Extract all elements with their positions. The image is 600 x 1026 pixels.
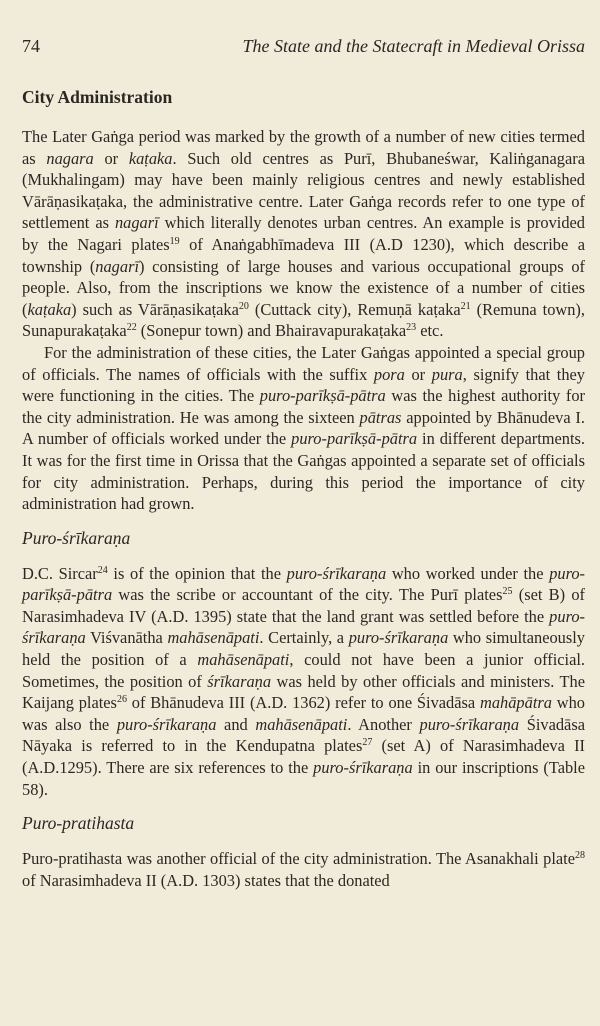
footnote-ref-28: 28 [575,850,585,862]
paragraph-block-1 [22,126,585,515]
footnote-ref-20: 20 [238,300,249,312]
running-header [22,36,585,64]
section-heading: City Administration [22,87,173,107]
running-title: The State and the Statecraft in Medieval Orissa [242,36,585,56]
footnote-ref-19: 19 [169,235,180,247]
footnote-ref-25: 25 [502,586,513,598]
paragraph-block-3 [22,848,585,891]
page-number: 74 [22,36,40,56]
footnote-ref-23: 23 [406,322,417,334]
footnote-ref-27: 27 [362,737,373,749]
footnote-ref-21: 21 [460,300,471,312]
footnote-ref-24: 24 [97,564,108,576]
paragraph-2: For the administration of these cities, the Later Gaṅgas appointed a special group of officials. The names of officials with the suffix pora or pura, signify that they were functioning in the cities. The puro-parīkṣā-pātra was the highest authority for the city administration. He was among the sixteen pātras appointed by Bhānudeva I. A number of officials worked under the puro-parīkṣā-pātra in different departments. It was for the first time in Orissa that the Gaṅgas appointed a separate set of officials for city administration. Perhaps, during this period the importance of city administration had grown. [22,342,586,514]
paragraph-1: The Later Gaṅga period was marked by the growth of a number of new cities termed as nagara or kaṭaka. Such old centres as Purī, Bhubaneśwar, Kaliṅganagara (Mukhalingam) may have been mainly religious centres and newly established Vārāṇasikaṭaka, the administrative centre. Later Gaṅga records refer to one type of settlement as nagarī which literally denotes urban centres. An example is provided by the Nagari plates$^{19}$ of Anaṅgabhīmadeva III (A.D 1230), which describe a township (nagarī) consisting of large houses and various occupational groups of people. Also, from the inscriptions we know the existence of a number of cities (kaṭaka) such as Vārāṇasikaṭaka$^{20}$ (Cuttack city), Remuṇā kaṭaka$^{21}$ (Remuna town), Sunapurakaṭaka$^{22}$ (Sonepur town) and Bhairavapurakaṭaka$^{23}$ etc. [22,127,585,341]
paragraph-4: Puro-pratihasta was another official of the city administration. The Asanakhali plate$^{28}$ of Narasimhadeva II (A.D. 1303) states that the donated [22,849,585,890]
footnote-ref-22: 22 [126,322,137,334]
paragraph-block-2 [22,563,585,801]
subsection-heading-1: Puro-śrīkaraṇa [22,527,131,548]
subsection-heading-2: Puro-pratihasta [22,813,135,834]
paragraph-3: D.C. Sircar$^{24}$ is of the opinion that the puro-śrīkaraṇa who worked under the puro-parīkṣā-pātra was the scribe or accountant of the city. The Purī plates$^{25}$ (set B) of Narasimhadeva IV (A.D. 1395) state that the land grant was settled before the puro-śrīkaraṇa Viśvanātha mahāsenāpati. Certainly, a puro-śrīkaraṇa who simultaneously held the position of a mahāsenāpati, could not have been a junior official. Sometimes, the position of śrīkaraṇa was held by other officials and ministers. The Kaijang plates$^{26}$ of Bhānudeva III (A.D. 1362) refer to one Śivadāsa mahāpātra who was also the puro-śrīkaraṇa and mahāsenāpati. Another puro-śrīkaraṇa Śivadāsa Nāyaka is referred to in the Kendupatna plates$^{27}$ (set A) of Narasimhadeva II (A.D.1295). There are six references to the puro-śrīkaraṇa in our inscriptions (Table 58). [22,563,586,799]
footnote-ref-26: 26 [116,694,127,706]
